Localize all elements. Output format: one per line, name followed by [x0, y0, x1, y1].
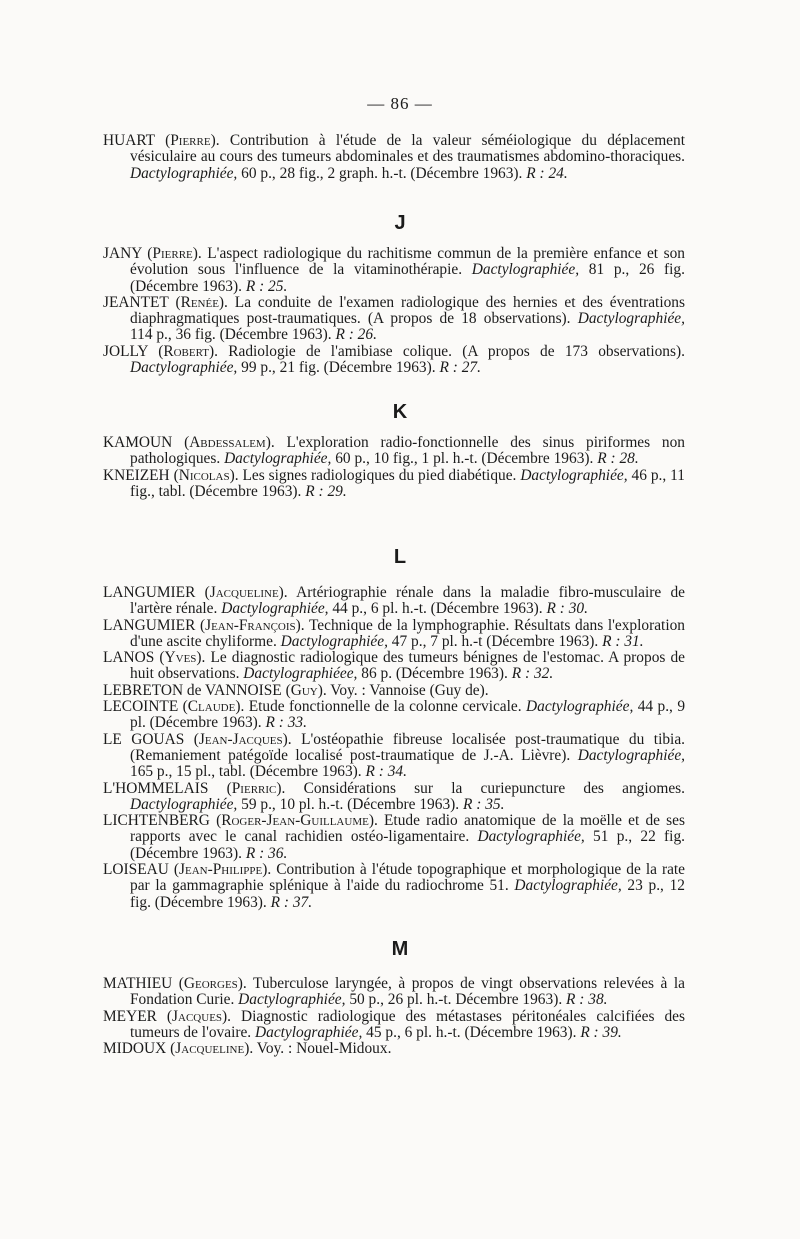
entry-format: Dactylographiée, [477, 828, 585, 846]
bibliography-entry [103, 1041, 685, 1057]
entry-details: 46 p., 11 fig., tabl. (Décembre 1963). [130, 466, 685, 500]
entry-ref: R : 32. [511, 665, 554, 683]
entry-details: 44 p., 9 pl. (Décembre 1963). [130, 698, 686, 732]
entry-title: Les signes radiologiques du pied diabétique. [242, 466, 517, 484]
entry-ref: R : 25. [245, 277, 288, 295]
entry-ref: R : 37. [270, 893, 313, 911]
entry-cross-reference: Voy. : Nouel-Midoux. [256, 1040, 392, 1058]
author-surname: MIDOUX [103, 1040, 167, 1058]
section-letter-j: J [394, 212, 406, 234]
entry-format: Dactylographiée, [130, 164, 238, 182]
entry-format: Dactylographiée, [577, 746, 685, 764]
author-firstname: (Robert). [158, 342, 218, 360]
entry-title: Le diagnostic radiologique des tumeurs bénignes de l'estomac. A propos de huit observations. [130, 649, 685, 683]
entry-details: 47 p., 7 pl. h.-t (Décembre 1963). [391, 632, 599, 650]
entry-title: L'aspect radiologique du rachitisme commun de la première enfance et son évolution sous l'influence de la vitaminothérapie. [130, 245, 685, 279]
entry-format: Dactylographiée, [130, 359, 238, 377]
entry-title: Tuberculose laryngée, à propos de vingt observations relevées à la Fondation Curie. [130, 975, 685, 1009]
entry-ref: R : 34. [365, 763, 407, 781]
entry-details: 45 p., 6 pl. h.-t. (Décembre 1963). [366, 1023, 577, 1041]
entry-format: Dactylographiée, [520, 466, 628, 484]
entry-details: 114 p., 36 fig. (Décembre 1963). [130, 326, 332, 344]
bibliography-entry [103, 133, 685, 182]
bibliography-entry [103, 699, 685, 732]
author-surname: LANGUMIER [103, 616, 196, 634]
bibliography-entry [103, 781, 685, 814]
author-surname: LECOINTE [103, 698, 179, 716]
bibliography-entry [103, 435, 685, 468]
bibliography-entry [103, 344, 685, 377]
entry-ref: R : 26. [335, 326, 377, 344]
entry-format: Dactylographiée, [224, 450, 332, 468]
author-surname: JEANTET [103, 293, 169, 311]
author-firstname: (Pierric). [226, 779, 286, 797]
entry-details: 60 p., 28 fig., 2 graph. h.-t. (Décembre 1963). [241, 164, 523, 182]
section-m-entries [103, 976, 685, 1057]
entry-ref: R : 31. [602, 632, 644, 650]
bibliography-entry [103, 295, 685, 344]
entry-format: Dactylographiée, [238, 991, 346, 1009]
entry-ref: R : 27. [439, 359, 481, 377]
author-firstname: (Renée). [175, 293, 228, 311]
author-surname: HUART [103, 132, 155, 149]
author-firstname: (Jacqueline). [204, 584, 288, 601]
entry-ref: R : 30. [546, 600, 588, 618]
entry-details: 81 p., 26 fig. (Décembre 1963). [130, 261, 685, 295]
entry-format: Dactylographiée, [280, 632, 388, 650]
entry-title: Technique de la lymphographie. Résultats dans l'exploration d'une ascite chyliforme. [130, 616, 685, 650]
entry-title: Etude fonctionnelle de la colonne cervicale. [248, 698, 522, 716]
entry-ref: R : 39. [580, 1023, 622, 1041]
bibliography-entry [103, 246, 685, 295]
author-surname: LOISEAU [103, 861, 169, 879]
author-surname: LICHTENBERG [103, 812, 210, 830]
entry-title: L'exploration radio-fonctionnelle des sinus piriformes non pathologiques. [130, 434, 685, 468]
bibliography-entry [103, 813, 685, 862]
author-firstname: (Georges). [178, 975, 247, 992]
entry-format: Dactylographiéee, [243, 665, 358, 683]
bibliography-entry [103, 976, 685, 1009]
author-firstname: (Nicolas). [173, 466, 239, 484]
entry-format: Dactylographiée, [526, 698, 634, 716]
entry-ref: R : 35. [462, 795, 505, 813]
section-l-entries [103, 585, 685, 911]
author-surname: LE GOUAS [103, 730, 185, 748]
author-firstname: (Claude). [182, 698, 245, 716]
page-number: — 86 — [367, 94, 433, 113]
entry-cross-reference: Voy. : Vannoise (Guy de). [330, 681, 489, 699]
entry-title: L'ostéopathie fibreuse localisée post-traumatique du tibia. (Remaniement patégoïde localisé post-traumatique de J.-A. Lièvre). [130, 730, 685, 764]
author-firstname: (Yves). [159, 649, 206, 667]
author-surname: LANOS [103, 649, 155, 667]
bibliography-entry [103, 683, 685, 699]
entry-details: 99 p., 21 fig. (Décembre 1963). [241, 359, 436, 377]
author-surname: JANY [103, 245, 142, 262]
entry-title: Etude radio anatomique de la moëlle et de ses rapports avec le canal rachidien ostéo-ligamentaire. [130, 812, 685, 846]
entry-ref: R : 33. [265, 714, 307, 732]
entry-title: Radiologie de l'amibiase colique. (A propos de 173 observations). [228, 342, 685, 360]
author-surname: MATHIEU [103, 975, 173, 992]
entry-ref: R : 38. [566, 991, 608, 1009]
entry-title: Artériographie rénale dans la maladie fibro-musculaire de l'artère rénale. [130, 584, 685, 618]
author-surname: KNEIZEH [103, 466, 170, 484]
bibliography-entry [103, 618, 685, 651]
author-firstname: (Pierre). [147, 245, 202, 262]
author-surname: KAMOUN [103, 434, 173, 451]
author-firstname: (Jean-Philippe). [173, 861, 272, 879]
entry-details: 51 p., 22 fig. (Décembre 1963). [130, 828, 685, 862]
author-surname: LEBRETON de VANNOISE [103, 681, 282, 699]
author-firstname: (Guy). [285, 681, 327, 699]
author-firstname: (Jean-François). [199, 616, 305, 634]
entry-title: Contribution à l'étude de la valeur séméiologique du déplacement vésiculaire au cours des tumeurs abdominales et des traumatismes abdomino-thoraciques. [130, 132, 685, 166]
bibliography-entry [103, 650, 685, 683]
bibliography-entry [103, 585, 685, 618]
entry-format: Dactylographiée, [221, 600, 329, 618]
bibliography-entry [103, 1009, 685, 1042]
author-firstname: (Jacqueline). [170, 1040, 254, 1058]
section-letter-l: L [393, 546, 407, 568]
entry-details: 23 p., 12 fig. (Décembre 1963). [130, 877, 685, 911]
entry-format: Dactylographiée, [255, 1023, 363, 1041]
section-h-entries [103, 133, 685, 182]
entry-title: Diagnostic radiologique des métastases péritonéales calcifiées des tumeurs de l'ovaire. [130, 1007, 685, 1041]
entry-ref: R : 28. [597, 450, 639, 468]
entry-details: 60 p., 10 fig., 1 pl. h.-t. (Décembre 1963). [335, 450, 594, 468]
author-firstname: (Roger-Jean-Guillaume). [216, 812, 378, 830]
entry-format: Dactylographiée, [130, 795, 238, 813]
author-firstname: (Jean-Jacques). [193, 730, 292, 748]
section-letter-k: K [392, 401, 408, 423]
entry-details: 59 p., 10 pl. h.-t. (Décembre 1963). [241, 795, 460, 813]
entry-format: Dactylographiée, [514, 877, 622, 895]
author-surname: L'HOMMELAIS [103, 779, 209, 797]
author-firstname: (Pierre). [165, 132, 220, 149]
entry-ref: R : 36. [245, 844, 288, 862]
entry-ref: R : 24. [526, 164, 568, 182]
bibliography-entry [103, 862, 685, 911]
author-surname: MEYER [103, 1007, 157, 1025]
section-j-entries [103, 246, 685, 376]
author-surname: JOLLY [103, 342, 148, 360]
section-k-entries [103, 435, 685, 500]
author-firstname: (Jacques). [166, 1007, 231, 1025]
entry-ref: R : 29. [305, 482, 347, 500]
entry-details: 86 p. (Décembre 1963). [361, 665, 508, 683]
entry-title: Considérations sur la curiepuncture des angiomes. [303, 779, 685, 797]
section-letter-m: M [391, 938, 409, 960]
entry-details: 50 p., 26 pl. h.-t. Décembre 1963). [349, 991, 563, 1009]
bibliography-entry [103, 468, 685, 501]
entry-format: Dactylographiée, [471, 261, 580, 279]
entry-details: 44 p., 6 pl. h.-t. (Décembre 1963). [332, 600, 543, 618]
entry-details: 165 p., 15 pl., tabl. (Décembre 1963). [130, 763, 362, 781]
bibliography-entry [103, 732, 685, 781]
author-firstname: (Abdessalem). [184, 434, 275, 451]
entry-format: Dactylographiée, [577, 310, 685, 328]
entry-title: La conduite de l'examen radiologique des hernies et des éventrations diaphragmatiques post-traumatiques. (A propos de 18 observations). [130, 293, 685, 328]
author-surname: LANGUMIER [103, 584, 196, 601]
entry-title: Contribution à l'étude topographique et morphologique de la rate par la gammagraphie splénique à l'aide du radiochrome 51. [130, 861, 686, 895]
